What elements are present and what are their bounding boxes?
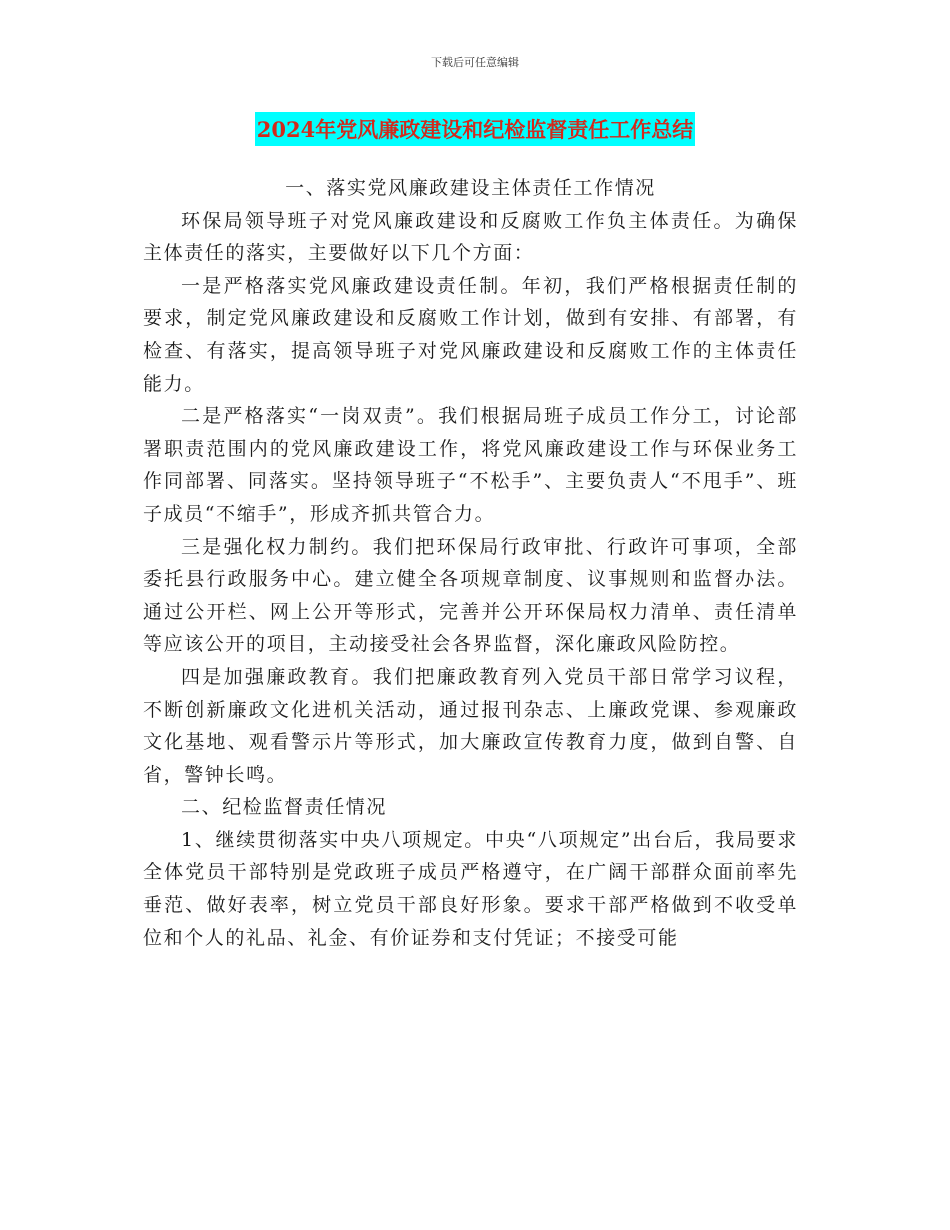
paragraph-section2-item-1: 1、继续贯彻落实中央八项规定。中央“八项规定”出台后，我局要求全体党员干部特别是党政班子成员严格遵守，在广阔干部群众面前率先垂范、做好表率，树立党员干部良好形象。要求干部严格做到不收受单位和个人的礼品、礼金、有价证券和支付凭证；不接受可能 xyxy=(143,828,798,949)
page-header-note: 下载后可任意编辑 xyxy=(431,56,519,69)
title-container xyxy=(0,112,950,146)
section-heading-1: 一、落实党风廉政建设主体责任工作情况 xyxy=(285,177,656,199)
section-heading-2: 二、纪检监督责任情况 xyxy=(181,796,388,819)
paragraph-item-1: 一是严格落实党风廉政建设责任制。年初，我们严格根据责任制的要求，制定党风廉政建设和反腐败工作计划，做到有安排、有部署，有检查、有落实，提高领导班子对党风廉政建设和反腐败工作的主体责任能力。 xyxy=(143,274,798,395)
paragraph-item-2: 二是严格落实“一岗双责”。我们根据局班子成员工作分工，讨论部署职责范围内的党风廉政建设工作，将党风廉政建设工作与环保业务工作同部署、同落实。坚持领导班子“不松手”、主要负责人“不甩手”、班子成员“不缩手”，形成齐抓共管合力。 xyxy=(143,405,798,525)
document-title: 2024年党风廉政建设和纪检监督责任工作总结 xyxy=(255,112,695,146)
paragraph-item-3: 三是强化权力制约。我们把环保局行政审批、行政许可事项，全部委托县行政服务中心。建立健全各项规章制度、议事规则和监督办法。通过公开栏、网上公开等形式，完善并公开环保局权力清单、责任清单等应该公开的项目，主动接受社会各界监督，深化廉政风险防控。 xyxy=(143,535,798,656)
document-body xyxy=(143,172,798,954)
paragraph-item-4: 四是加强廉政教育。我们把廉政教育列入党员干部日常学习议程，不断创新廉政文化进机关活动，通过报刊杂志、上廉政党课、参观廉政文化基地、观看警示片等形式，加大廉政宣传教育力度，做到自警、自省，警钟长鸣。 xyxy=(143,665,798,786)
paragraph-intro: 环保局领导班子对党风廉政建设和反腐败工作负主体责任。为确保主体责任的落实，主要做好以下几个方面： xyxy=(143,209,798,265)
